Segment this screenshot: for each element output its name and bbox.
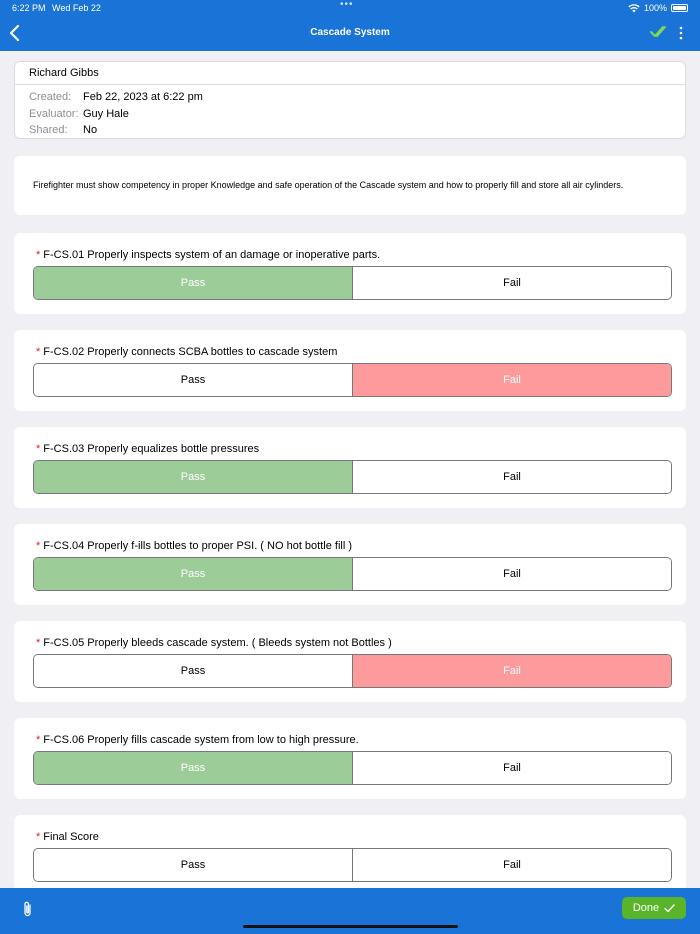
info-row-shared: [29, 122, 671, 139]
required-asterisk: *: [36, 346, 41, 358]
question-label: [36, 831, 99, 843]
question-label: [36, 734, 359, 746]
done-button[interactable]: [622, 897, 686, 919]
info-label: Shared:: [29, 124, 68, 137]
info-label: Created:: [29, 91, 72, 104]
fail-option[interactable]: Fail: [352, 752, 671, 784]
wifi-icon: [628, 4, 640, 13]
more-vertical-icon[interactable]: [678, 26, 684, 40]
question-card: [14, 524, 686, 605]
checkmark-icon: [664, 904, 675, 913]
question-label: [36, 540, 352, 552]
question-text: F-CS.03 Properly equalizes bottle pressures: [43, 443, 260, 455]
pass-fail-segmented-control: [33, 557, 672, 591]
question-text: F-CS.06 Properly fills cascade system from low to high pressure.: [43, 734, 359, 746]
question-card: [14, 621, 686, 702]
status-time: 6:22 PM: [12, 3, 46, 13]
description-card: [14, 156, 686, 215]
fail-option[interactable]: Fail: [352, 849, 671, 881]
status-right: [628, 3, 688, 13]
required-asterisk: *: [36, 443, 41, 455]
double-check-icon[interactable]: [650, 24, 668, 40]
required-asterisk: *: [36, 831, 41, 843]
pass-fail-segmented-control: [33, 848, 672, 882]
question-label: [36, 443, 259, 455]
info-row-created: [29, 89, 671, 106]
question-text: F-CS.05 Properly bleeds cascade system. ( Bleeds system not Bottles ): [43, 637, 392, 649]
question-card: [14, 427, 686, 508]
pass-option[interactable]: Pass: [34, 655, 352, 687]
candidate-name: Richard Gibbs: [15, 62, 685, 85]
pass-fail-segmented-control: [33, 266, 672, 300]
pass-option[interactable]: Pass: [34, 267, 352, 299]
fail-option[interactable]: Fail: [352, 364, 671, 396]
status-bar: [0, 0, 700, 15]
battery-percent: 100%: [643, 3, 667, 13]
evaluation-info-card: [14, 61, 686, 139]
question-label: [36, 249, 380, 261]
pass-fail-segmented-control: [33, 363, 672, 397]
question-card: [14, 330, 686, 411]
pass-fail-segmented-control: [33, 751, 672, 785]
done-label: Done: [632, 902, 660, 914]
question-label: [36, 346, 337, 358]
fail-option[interactable]: Fail: [352, 655, 671, 687]
question-text: F-CS.02 Properly connects SCBA bottles to cascade system: [43, 346, 338, 358]
question-label: [36, 637, 392, 649]
required-asterisk: *: [36, 249, 41, 261]
status-date: Wed Feb 22: [52, 3, 101, 13]
info-rows: [15, 85, 685, 143]
multitask-dots-icon[interactable]: •••: [340, 0, 354, 10]
question-text: F-CS.04 Properly f-ills bottles to proper PSI. ( NO hot bottle fill ): [43, 540, 353, 552]
fail-option[interactable]: Fail: [352, 461, 671, 493]
pass-option[interactable]: Pass: [34, 849, 352, 881]
question-card: [14, 233, 686, 314]
fail-option[interactable]: Fail: [352, 267, 671, 299]
nav-title: Cascade System: [310, 27, 390, 38]
description-text: Firefighter must show competency in proper Knowledge and safe operation of the Cascade system and how to properly fill and store all air cylinders.: [33, 180, 624, 190]
pass-option[interactable]: Pass: [34, 461, 352, 493]
pass-option[interactable]: Pass: [34, 752, 352, 784]
battery-icon: [671, 4, 688, 12]
required-asterisk: *: [36, 734, 41, 746]
info-value: No: [83, 124, 98, 137]
question-text: Final Score: [43, 831, 99, 843]
question-card: [14, 718, 686, 799]
pass-fail-segmented-control: [33, 460, 672, 494]
info-value: Feb 22, 2023 at 6:22 pm: [83, 91, 203, 104]
pass-option[interactable]: Pass: [34, 558, 352, 590]
home-indicator: [243, 925, 458, 928]
required-asterisk: *: [36, 637, 41, 649]
pass-fail-segmented-control: [33, 654, 672, 688]
top-bar: [0, 0, 700, 51]
question-text: F-CS.01 Properly inspects system of an damage or inoperative parts.: [43, 249, 381, 261]
info-label: Evaluator:: [29, 107, 79, 120]
required-asterisk: *: [36, 540, 41, 552]
pass-option[interactable]: Pass: [34, 364, 352, 396]
fail-option[interactable]: Fail: [352, 558, 671, 590]
info-row-evaluator: [29, 106, 671, 123]
info-value: Guy Hale: [83, 107, 129, 120]
paperclip-icon[interactable]: [22, 900, 34, 918]
bottom-toolbar: [0, 888, 700, 934]
